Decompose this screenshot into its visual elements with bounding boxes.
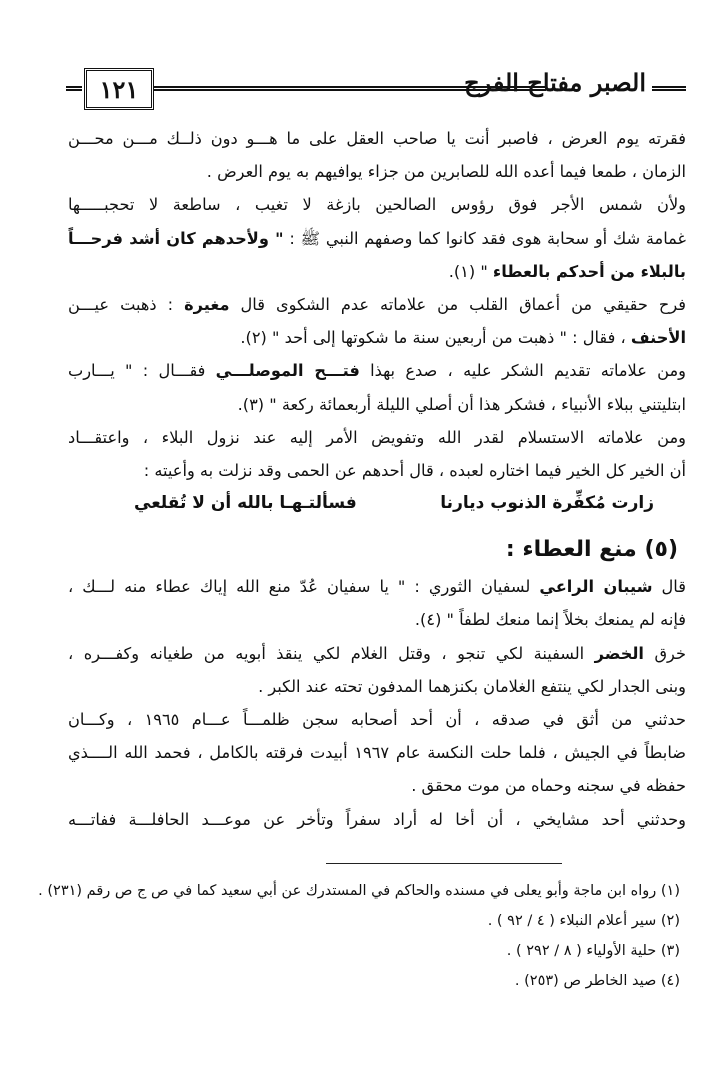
text-line [68, 570, 686, 603]
text-line [68, 321, 686, 354]
text-line [68, 454, 686, 487]
text-segment: ومن علاماته تقديم الشكر عليه ، صدع بهذا [359, 361, 686, 381]
text-segment: السفينة لكي تنجو ، وقتل الغلام لكي ينقذ أبويه من طغيانه وكفـــره ، [68, 643, 595, 663]
bold-text: شيبان الراعي [539, 577, 653, 597]
text-segment: حفظه في سجنه وحماه من موت محقق . [411, 776, 686, 796]
text-segment: فقـــال : " يـــارب [68, 361, 216, 381]
text-line [68, 388, 686, 421]
text-segment: فقرته يوم العرض ، فاصبر أنت يا صاحب العقل على ما هـــو دون ذلــك مـــن محـــن [68, 129, 686, 148]
bold-text: الخضر [594, 643, 644, 663]
page-number: ١٢١ [84, 68, 154, 110]
bold-text: مغيرة [184, 294, 230, 314]
text-segment: ومن علاماته الاستسلام لقدر الله وتفويض الأمر إليه عند نزول البلاء ، واعتقـــاد [68, 427, 686, 447]
bold-text: بالبلاء من أحدكم بالعطاء [492, 261, 686, 281]
section-heading: (٥) منع العطاء : [505, 537, 678, 563]
text-line [68, 703, 686, 736]
text-line [68, 736, 686, 769]
paragraph-block-2 [68, 570, 686, 836]
footnote: (١) رواه ابن ماجة وأبو يعلى في مسنده والحاكم في المستدرك عن أبي سعيد كما في ص ج ص رقم (٢٣١) . [38, 883, 680, 899]
header-rule-right [652, 86, 686, 91]
footnote-list [38, 876, 680, 996]
poem-hemistich-1: زارت مُكفِّرة الذنوب ديارنا [440, 493, 654, 514]
text-segment: خرق [644, 643, 686, 663]
bold-text: فتـــح الموصلـــي [215, 361, 360, 381]
page-header [66, 62, 686, 114]
text-line [68, 637, 686, 670]
text-segment: ضابطاً في الجيش ، فلما حلت النكسة عام ١٩٦٧ أبيدت فرقته بالكامل ، فحمد الله الــــذي [68, 743, 686, 763]
text-line [68, 255, 686, 288]
text-line [68, 222, 686, 255]
text-segment: لسفيان الثوري : " يا سفيان عُدّ منع الله إياك عطاء منه لـــك ، [68, 577, 540, 597]
footnote: (٣) حلية الأولياء ( ٨ / ٢٩٢ ) . [506, 943, 680, 959]
text-segment: فإنه لم يمنعك بخلاً إنما منعك لطفاً " (٤). [414, 610, 686, 630]
text-line [68, 188, 686, 221]
header-rule-left [66, 86, 82, 91]
bold-text: الأحنف [630, 328, 686, 348]
footnote: (٤) صيد الخاطر ص (٢٥٣) . [514, 973, 680, 989]
footnote: (٢) سير أعلام النبلاء ( ٤ / ٩٢ ) . [487, 913, 680, 929]
poem-verse [68, 487, 686, 520]
text-line [68, 670, 686, 703]
text-line [68, 354, 686, 387]
text-segment: ، فقال : " ذهبت من أربعين سنة ما شكوتها إلى أحد " (٢). [240, 328, 631, 348]
bold-text: " ولأحدهم كان أشد فرحـــاً [68, 228, 284, 248]
text-segment: : ذهبت عيـــن [68, 294, 185, 314]
text-segment: قال [652, 577, 686, 597]
text-line [68, 155, 686, 188]
book-title: الصبر مفتاح الفرج [464, 68, 646, 97]
text-segment: فرح حقيقي من أعماق القلب من علاماته عدم الشكوى قال [229, 294, 686, 314]
text-segment: وبنى الجدار لكي ينتفع الغلامان بكنزهما المدفون تحته عند الكبر . [258, 676, 686, 696]
text-segment: ولأن شمس الأجر فوق رؤوس الصالحين بازغة لا تغيب ، ساطعة لا تحجبـــــها [68, 195, 686, 215]
text-line [68, 803, 686, 836]
text-segment: حدثني من أثق في صدقه ، أن أحد أصحابه سجن ظلمـــاً عـــام ١٩٦٥ ، وكـــان [68, 710, 687, 729]
text-line [68, 122, 686, 155]
text-line [68, 288, 686, 321]
body-text [68, 122, 686, 836]
text-segment: وحدثني أحد مشايخي ، أن أخا له أراد سفراً وتأخر عن موعـــد الحافلـــة ففاتـــه [68, 809, 686, 829]
footnote-separator [326, 863, 562, 864]
footnotes [38, 876, 680, 996]
poem-hemistich-2: فسألتـهـا بالله أن لا تُقلعي [134, 493, 357, 514]
paragraph-block-1 [68, 122, 686, 487]
text-segment: الزمان ، طمعا فيما أعده الله للصابرين من جزاء يوافيهم به يوم العرض . [206, 162, 686, 182]
text-line [68, 421, 686, 454]
text-segment: غمامة شك أو سحابة هوى فقد كانوا كما وصفهم النبي ﷺ : [283, 228, 686, 248]
text-line [68, 603, 686, 636]
text-segment: أن الخير كل الخير فيما اختاره لعبده ، قال أحدهم عن الحمى وقد نزلت به وأعيته : [143, 460, 686, 480]
text-segment: " (١). [448, 261, 493, 281]
text-segment: ابتليتني ببلاء الأنبياء ، فشكر هذا أن أصلي الليلة أربعمائة ركعة " (٣). [237, 394, 686, 414]
text-line [68, 769, 686, 802]
